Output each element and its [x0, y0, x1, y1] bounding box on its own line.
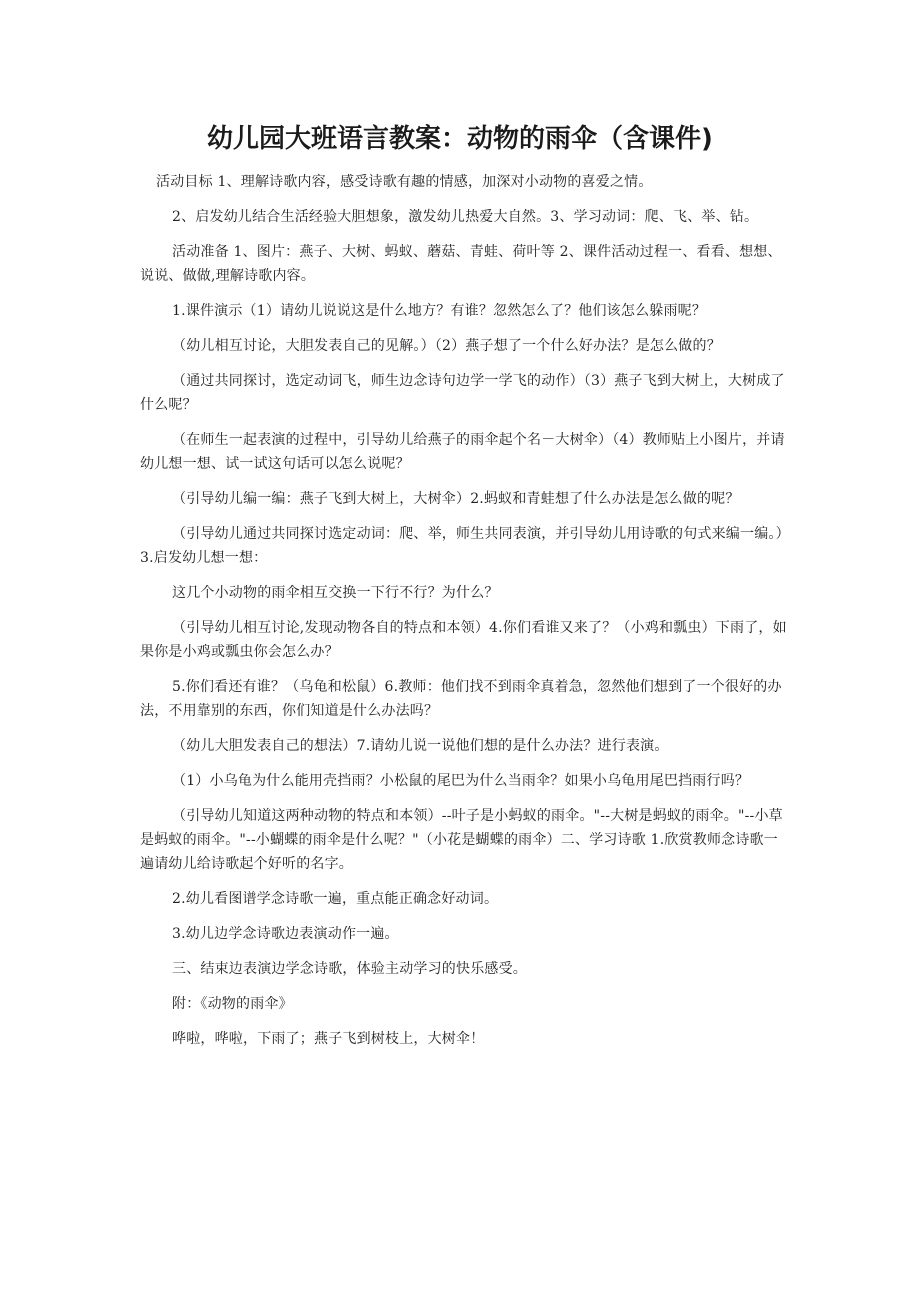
paragraph: （通过共同探讨，选定动词飞，师生边念诗句边学一学飞的动作）（3）燕子飞到大树上，大树成了什么呢？ — [140, 373, 785, 413]
paragraph: 附：《动物的雨伞》 — [172, 996, 293, 1012]
paragraph: 3.幼儿边学念诗歌边表演动作一遍。 — [172, 926, 399, 942]
paragraph: （引导幼儿通过共同探讨选定动词：爬、举，师生共同表演，并引导幼儿用诗歌的句式来编一编。）3.启发幼儿想一想： — [140, 526, 783, 566]
paragraph: 2、启发幼儿结合生活经验大胆想象，激发幼儿热爱大自然。3、学习动词：爬、飞、举、钻。 — [172, 209, 759, 225]
paragraph: 1.课件演示（1）请幼儿说说这是什么地方？有谁？忽然怎么了？他们该怎么躲雨呢？ — [172, 303, 707, 319]
paragraph: 5.你们看还有谁？（乌龟和松鼠）6.教师：他们找不到雨伞真着急，忽然他们想到了一个很好的办法，不用靠别的东西，你们知道是什么办法吗？ — [140, 679, 782, 719]
paragraph: （引导幼儿知道这两种动物的特点和本领）--叶子是小蚂蚁的雨伞。"--大树是蚂蚁的雨伞。"--小草是蚂蚁的雨伞。"--小蝴蝶的雨伞是什么呢？"（小花是蝴蝶的雨伞）二、学习诗歌 1.欣赏教师念诗歌一遍请幼儿给诗歌起个好听的名字。 — [140, 808, 783, 872]
paragraph: 2.幼儿看图谱学念诗歌一遍，重点能正确念好动词。 — [172, 891, 499, 907]
document-body — [140, 170, 788, 1062]
paragraph: 活动准备 1、图片：燕子、大树、蚂蚁、蘑菇、青蛙、荷叶等 2、课件活动过程一、看看、想想、说说、做做,理解诗歌内容。 — [140, 244, 782, 284]
paragraph: （在师生一起表演的过程中，引导幼儿给燕子的雨伞起个名－大树伞）（4）教师贴上小图片，并请幼儿想一想、试一试这句话可以怎么说呢？ — [140, 432, 785, 472]
paragraph: 三、结束边表演边学念诗歌，体验主动学习的快乐感受。 — [172, 961, 527, 977]
paragraph: 这几个小动物的雨伞相互交换一下行不行？为什么？ — [172, 585, 499, 601]
paragraph: 哗啦，哗啦，下雨了；燕子飞到树枝上，大树伞！ — [172, 1031, 485, 1047]
paragraph: （1）小乌龟为什么能用壳挡雨？小松鼠的尾巴为什么当雨伞？如果小乌龟用尾巴挡雨行吗？ — [172, 773, 750, 789]
paragraph: （幼儿大胆发表自己的想法）7.请幼儿说一说他们想的是什么办法？进行表演。 — [172, 738, 669, 754]
page-title: 幼儿园大班语言教案：动物的雨伞（含课件) — [207, 124, 713, 154]
paragraph: （引导幼儿相互讨论,发现动物各自的特点和本领）4.你们看谁又来了？（小鸡和瓢虫）下雨了，如果你是小鸡或瓢虫你会怎么办？ — [140, 620, 787, 660]
paragraph: （引导幼儿编一编：燕子飞到大树上，大树伞）2.蚂蚁和青蛙想了什么办法是怎么做的呢？ — [172, 491, 740, 507]
paragraph: 活动目标 1、理解诗歌内容，感受诗歌有趣的情感，加深对小动物的喜爱之情。 — [156, 174, 653, 190]
paragraph: （幼儿相互讨论，大胆发表自己的见解。）（2）燕子想了一个什么好办法？是怎么做的？ — [172, 338, 721, 354]
